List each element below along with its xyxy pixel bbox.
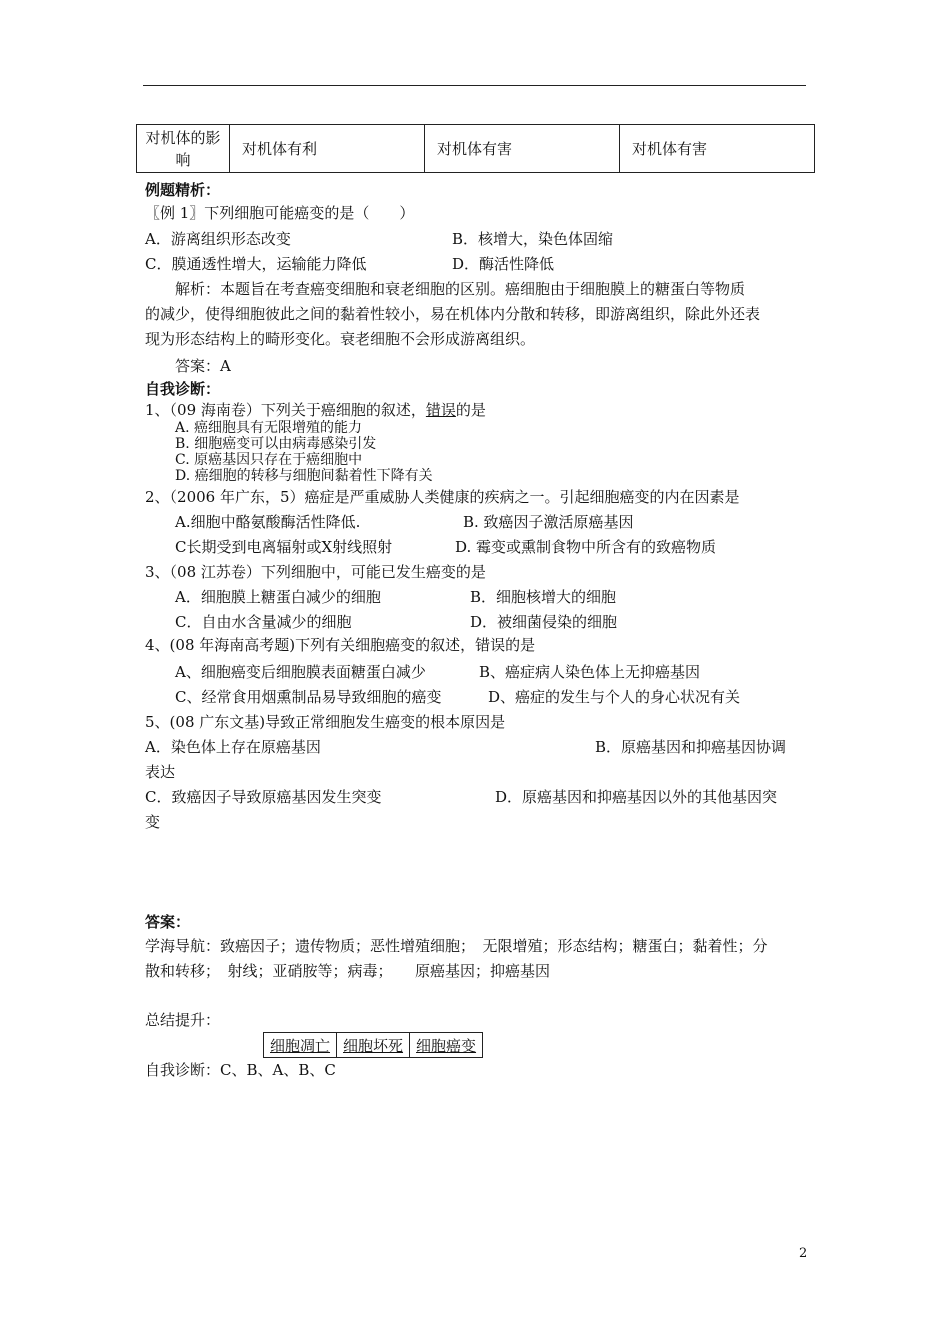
q4-option-c: C、经常食用烟熏制品易导致细胞的癌变 [175, 688, 442, 706]
summary-table [263, 1032, 483, 1058]
q1-option-a: A. 癌细胞具有无限增殖的能力 [175, 420, 363, 436]
q3-option-d: D．被细菌侵染的细胞 [470, 613, 618, 631]
summary-cell: 细胞癌变 [410, 1033, 483, 1058]
q5-option-c: C．致癌因子导致原癌基因发生突变 [145, 788, 382, 806]
q3-option-a: A．细胞膜上糖蛋白减少的细胞 [175, 588, 381, 606]
diagnosis-heading: 自我诊断： [145, 380, 221, 398]
example-option-c: C．膜通透性增大，运输能力降低 [145, 255, 367, 273]
q3-option-c: C．自由水含量减少的细胞 [175, 613, 352, 631]
self-diagnosis-answers: 自我诊断：C、B、A、B、C [145, 1061, 336, 1079]
q2-option-d: D. 霉变或熏制食物中所含有的致癌物质 [455, 538, 717, 556]
q5-option-a: A．染色体上存在原癌基因 [145, 738, 321, 756]
q1-prefix: 1、（09 海南卷）下列关于癌细胞的叙述， [145, 401, 426, 419]
table-cell: 对机体有害 [620, 125, 815, 173]
analysis-line: 的减少，使得细胞彼此之间的黏着性较小，易在机体内分散和转移，即游离组织，除此外还表 [145, 305, 761, 323]
q2-option-b: B. 致癌因子激活原癌基因 [463, 513, 634, 531]
q4-option-b: B、癌症病人染色体上无抑癌基因 [479, 663, 701, 681]
page-number: 2 [799, 1246, 808, 1261]
example-answer: 答案：A [175, 357, 231, 375]
q5-option-b-cont: 表达 [145, 763, 176, 781]
xuehai-line: 散和转移； 射线；亚硝胺等；病毒； 原癌基因；抑癌基因 [145, 962, 551, 980]
analysis-line: 现为形态结构上的畸形变化。衰老细胞不会形成游离组织。 [145, 330, 536, 348]
table-cell: 对机体有害 [425, 125, 620, 173]
q2-option-a: A.细胞中酪氨酸酶活性降低. [175, 513, 361, 531]
q5-option-b: B．原癌基因和抑癌基因协调 [595, 738, 787, 756]
q2-option-c: C长期受到电离辐射或X射线照射 [175, 538, 393, 556]
q4-option-d: D、癌症的发生与个人的身心状况有关 [488, 688, 741, 706]
example-option-a: A．游离组织形态改变 [145, 230, 291, 248]
q4-option-a: A、细胞癌变后细胞膜表面糖蛋白减少 [175, 663, 426, 681]
q2-stem: 2、（2006 年广东，5）癌症是严重威胁人类健康的疾病之一。引起细胞癌变的内在因素是 [145, 488, 740, 506]
summary-cell: 细胞凋亡 [264, 1033, 337, 1058]
table-cell: 对机体有利 [230, 125, 425, 173]
q5-option-d-cont: 变 [145, 813, 161, 831]
q1-suffix: 的是 [455, 401, 486, 419]
q1-option-d: D. 癌细胞的转移与细胞间黏着性下降有关 [175, 468, 433, 484]
example-question: 〖例 1〗下列细胞可能癌变的是（ ） [145, 204, 415, 222]
q1-option-c: C. 原癌基因只存在于癌细胞中 [175, 452, 363, 468]
q5-option-d: D．原癌基因和抑癌基因以外的其他基因突 [495, 788, 778, 806]
answers-heading: 答案： [145, 913, 191, 931]
q5-stem: 5、(08 广东文基)导致正常细胞发生癌变的根本原因是 [145, 713, 506, 731]
analysis-line: 解析：本题旨在考查癌变细胞和衰老细胞的区别。癌细胞由于细胞膜上的糖蛋白等物质 [175, 280, 746, 298]
example-option-d: D．酶活性降低 [452, 255, 555, 273]
q3-option-b: B．细胞核增大的细胞 [470, 588, 617, 606]
summary-cell: 细胞坏死 [337, 1033, 410, 1058]
comparison-table [136, 124, 815, 173]
example-option-b: B．核增大，染色体固缩 [452, 230, 614, 248]
q3-stem: 3、（08 江苏卷）下列细胞中，可能已发生癌变的是 [145, 563, 486, 581]
header-rule [143, 85, 806, 86]
table-row [137, 125, 815, 173]
example-heading: 例题精析： [145, 181, 221, 199]
q1-underlined: 错误 [425, 401, 456, 419]
summary-label: 总结提升： [145, 1011, 221, 1029]
row-label: 对机体的影响 [137, 125, 230, 173]
q4-stem: 4、(08 年海南高考题)下列有关细胞癌变的叙述，错误的是 [145, 636, 536, 654]
xuehai-line: 学海导航：致癌因子；遗传物质；恶性增殖细胞； 无限增殖；形态结构；糖蛋白；黏着性；分 [145, 937, 768, 955]
table-row [264, 1033, 483, 1058]
q1-option-b: B. 细胞癌变可以由病毒感染引发 [175, 436, 377, 452]
